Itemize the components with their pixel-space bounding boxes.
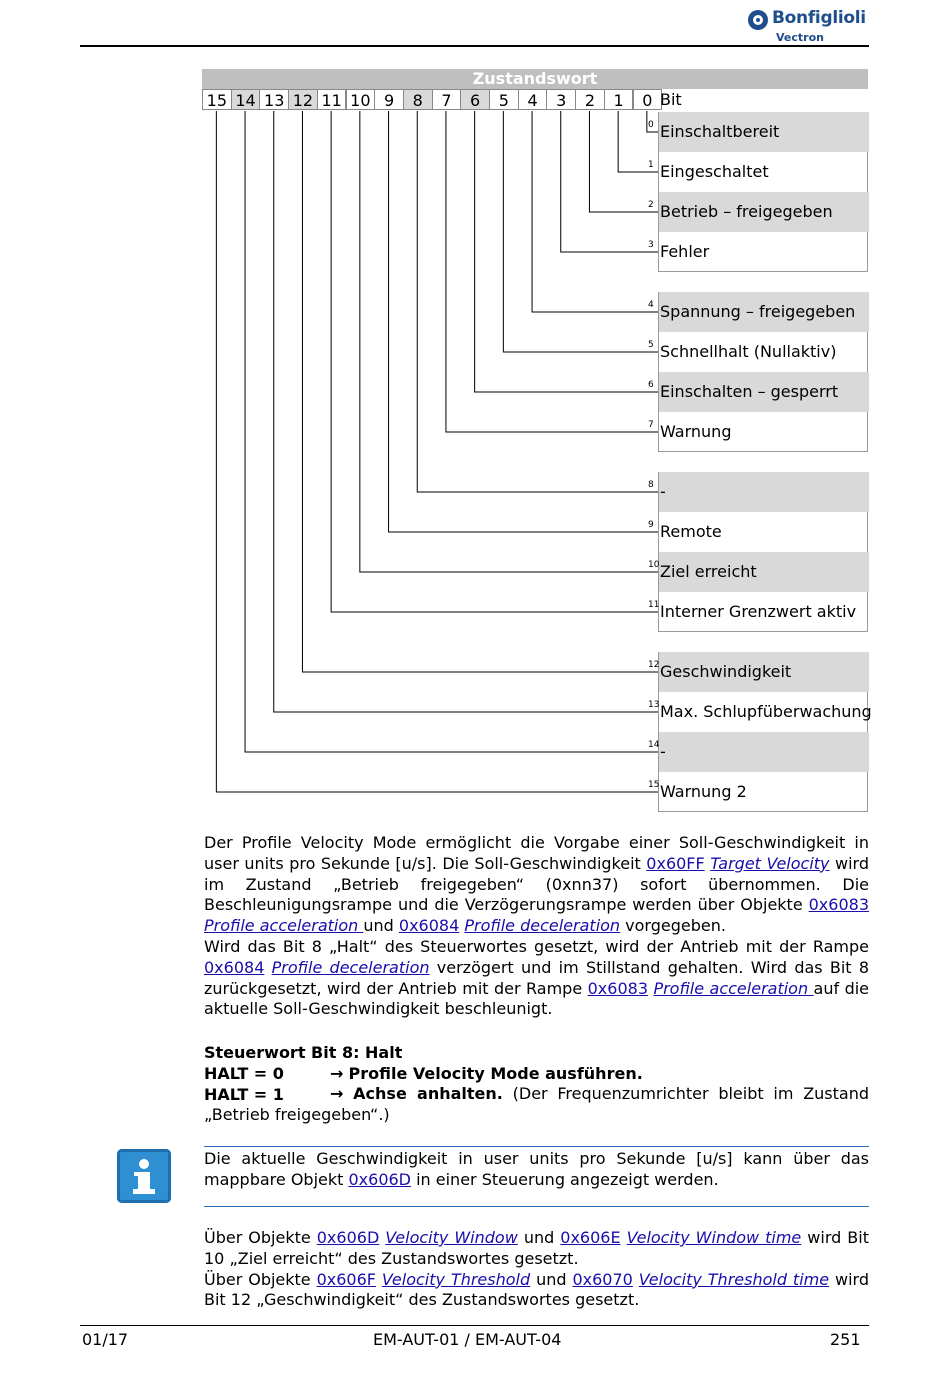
bit-description-1: Eingeschaltet: [660, 162, 769, 181]
hint-top-rule: [204, 1146, 869, 1147]
text: verzögert und im Stillstand gehalten. Wird das Bit 8 zurückgesetzt, wird der Antrieb mit der Rampe: [204, 957, 870, 998]
bit-header-cell: 10: [346, 89, 376, 110]
logo-brand: Bonfiglioli: [772, 8, 866, 28]
description-paragraph: [204, 833, 869, 1020]
object-name-link[interactable]: Target Velocity: [710, 853, 830, 873]
halt-1-text: Achse anhalten.: [353, 1084, 503, 1103]
footer-date: 01/17: [82, 1330, 129, 1349]
bit-index-8: 8: [648, 480, 654, 490]
connector-bit-4: [532, 111, 659, 312]
object-link-606d[interactable]: 0x606D: [348, 1169, 411, 1189]
logo-mark-icon: [748, 10, 768, 30]
bit-header-cell: 2: [575, 89, 605, 110]
bit-description-11: Interner Grenzwert aktiv: [660, 602, 857, 621]
object-name-link[interactable]: Velocity Window: [385, 1228, 518, 1247]
footer-rule: [80, 1325, 869, 1326]
bit-header-cell: 12: [288, 89, 318, 110]
hint-text: [204, 1149, 869, 1191]
connector-bit-3: [561, 111, 659, 252]
bit-description-3: Fehler: [660, 242, 710, 261]
hint-bottom-rule: [204, 1206, 869, 1207]
bit-index-4: 4: [648, 300, 654, 310]
halt-1-value: [204, 1084, 869, 1126]
object-name-link[interactable]: Profile acceleration: [653, 978, 814, 998]
bit-index-15: 15: [648, 780, 660, 790]
bit-description-12: Geschwindigkeit: [659, 652, 869, 692]
object-link-606f[interactable]: 0x606F: [316, 1269, 376, 1289]
object-name-link[interactable]: Profile deceleration: [271, 957, 430, 977]
bit-index-13: 13: [648, 700, 660, 710]
text: Die aktuelle Geschwindigkeit in user units pro Sekunde [u/s] kann über das mappbare Objekt: [204, 1149, 869, 1189]
bit-header-cell: 3: [546, 89, 576, 110]
connector-bit-11: [331, 111, 659, 612]
object-name-link[interactable]: Profile acceleration: [204, 916, 364, 936]
footer-page-number: 251: [830, 1330, 861, 1349]
object-link-6084[interactable]: 0x6084: [398, 916, 460, 936]
bit-header-cell: 13: [259, 89, 289, 110]
status-word-title: Zustandswort: [202, 69, 868, 89]
object-name-link[interactable]: Profile deceleration: [464, 916, 621, 936]
bit-index-6: 6: [648, 380, 654, 390]
bit-index-12: 12: [648, 660, 660, 670]
bit-description-10: Ziel erreicht: [659, 552, 869, 592]
object-link-606e[interactable]: 0x606E: [560, 1228, 621, 1247]
arrow-right-icon: →: [330, 1084, 344, 1103]
bit-index-1: 1: [648, 160, 654, 170]
logo-subbrand: Vectron: [776, 31, 824, 44]
connector-bit-6: [475, 111, 659, 392]
arrow-right-icon: →: [330, 1064, 344, 1083]
halt-0-value: [330, 1063, 643, 1084]
halt-heading: Steuerwort Bit 8: Halt: [204, 1043, 403, 1062]
bit-index-14: 14: [648, 740, 660, 750]
object-name-link[interactable]: Velocity Threshold time: [638, 1269, 830, 1289]
text: Über Objekte: [204, 1269, 317, 1289]
bit-description-0: Einschaltbereit: [659, 112, 869, 152]
connector-bit-10: [360, 111, 659, 572]
connector-bit-14: [245, 111, 659, 752]
text: wird Bit 12 „Geschwindigkeit“ des Zustandswortes gesetzt.: [204, 1269, 869, 1310]
bit-header-cell: 5: [489, 89, 519, 110]
header-rule: [80, 45, 869, 47]
bit-header-cell: 0: [633, 89, 663, 110]
bit-header-cell: 7: [432, 89, 462, 110]
text: und: [530, 1269, 573, 1289]
bit-header-cell: 9: [374, 89, 404, 110]
bit-description-15: Warnung 2: [660, 782, 747, 801]
text: auf die aktuelle Soll-Geschwindigkeit beschleunigt.: [204, 978, 870, 1019]
connector-bit-15: [216, 111, 659, 792]
bit-description-7: Warnung: [660, 422, 732, 441]
text: wird Bit 10 „Ziel erreicht“ des Zustandswortes gesetzt.: [204, 1228, 869, 1268]
bit-index-9: 9: [648, 520, 654, 530]
connector-bit-7: [446, 111, 659, 432]
bit-index-3: 3: [648, 240, 654, 250]
bonfiglioli-logo: [748, 8, 870, 46]
footer-document: EM-AUT-01 / EM-AUT-04: [373, 1330, 562, 1349]
text: und: [363, 916, 399, 936]
bit-description-8: -: [659, 472, 869, 512]
bit-index-2: 2: [648, 200, 654, 210]
object-name-link[interactable]: Velocity Window time: [626, 1228, 802, 1247]
halt-1-note: (Der Frequenzumrichter bleibt im Zustand „Betrieb freigegeben“.): [204, 1084, 870, 1124]
text: in einer Steuerung angezeigt werden.: [411, 1169, 719, 1189]
text: Über Objekte: [204, 1228, 317, 1247]
bit-header-cell: 14: [231, 89, 261, 110]
bit-index-7: 7: [648, 420, 654, 430]
text: Wird das Bit 8 „Halt“ des Steuerwortes gesetzt, wird der Antrieb mit der Rampe: [204, 936, 869, 956]
connector-bit-5: [503, 111, 659, 352]
bit-description-4: Spannung – freigegeben: [659, 292, 869, 332]
text: vorgegeben.: [620, 916, 726, 936]
bit-index-10: 10: [648, 560, 660, 570]
bit-description-9: Remote: [660, 522, 722, 541]
text: und: [517, 1228, 561, 1247]
bit-header-cell: 11: [317, 89, 347, 110]
bit-header-cell: 4: [518, 89, 548, 110]
connector-bit-8: [417, 111, 659, 492]
bit-header-cell: 8: [403, 89, 433, 110]
bit-index-0: 0: [648, 120, 654, 130]
bit-header-cell: 6: [460, 89, 490, 110]
text: wird im Zustand „Betrieb freigegeben“ (0xnn37) sofort übernommen. Die Beschleunigungsrampe und die Verzögerungsrampe werden über Objekte: [204, 853, 869, 915]
bit-index-11: 11: [648, 600, 660, 610]
bit-description-13: Max. Schlupfüberwachung: [660, 702, 872, 721]
halt-1-key: HALT = 1: [204, 1085, 284, 1104]
object-link-6070[interactable]: 0x6070: [572, 1269, 633, 1289]
object-link-60ff[interactable]: 0x60FF: [646, 853, 705, 873]
object-link-6083[interactable]: 0x6083: [808, 895, 869, 915]
velocity-window-paragraph: [204, 1228, 869, 1311]
bit-header-cell: 1: [604, 89, 634, 110]
text: Der Profile Velocity Mode ermöglicht die Vorgabe einer Soll-Geschwindigkeit in user units pro Sekunde [u/s]. Die Soll-Geschwindigkeit: [204, 833, 869, 873]
bit-description-6: Einschalten – gesperrt: [659, 372, 869, 412]
halt-0-text: Profile Velocity Mode ausführen.: [348, 1064, 643, 1083]
connector-bit-9: [389, 111, 659, 532]
connector-bit-13: [274, 111, 659, 712]
connector-bit-12: [302, 111, 659, 672]
halt-0-key: HALT = 0: [204, 1064, 284, 1083]
bit-description-5: Schnellhalt (Nullaktiv): [660, 342, 837, 361]
bit-description-2: Betrieb – freigegeben: [659, 192, 869, 232]
bit-description-14: -: [659, 732, 869, 772]
bit-index-5: 5: [648, 340, 654, 350]
object-link-606d[interactable]: 0x606D: [316, 1228, 380, 1247]
object-name-link[interactable]: Velocity Threshold: [381, 1269, 531, 1289]
bit-header-cell: 15: [202, 89, 232, 110]
info-icon: [117, 1149, 171, 1203]
object-link-6083[interactable]: 0x6083: [587, 978, 648, 998]
bit-column-label: Bit: [660, 90, 682, 109]
object-link-6084[interactable]: 0x6084: [204, 957, 265, 977]
